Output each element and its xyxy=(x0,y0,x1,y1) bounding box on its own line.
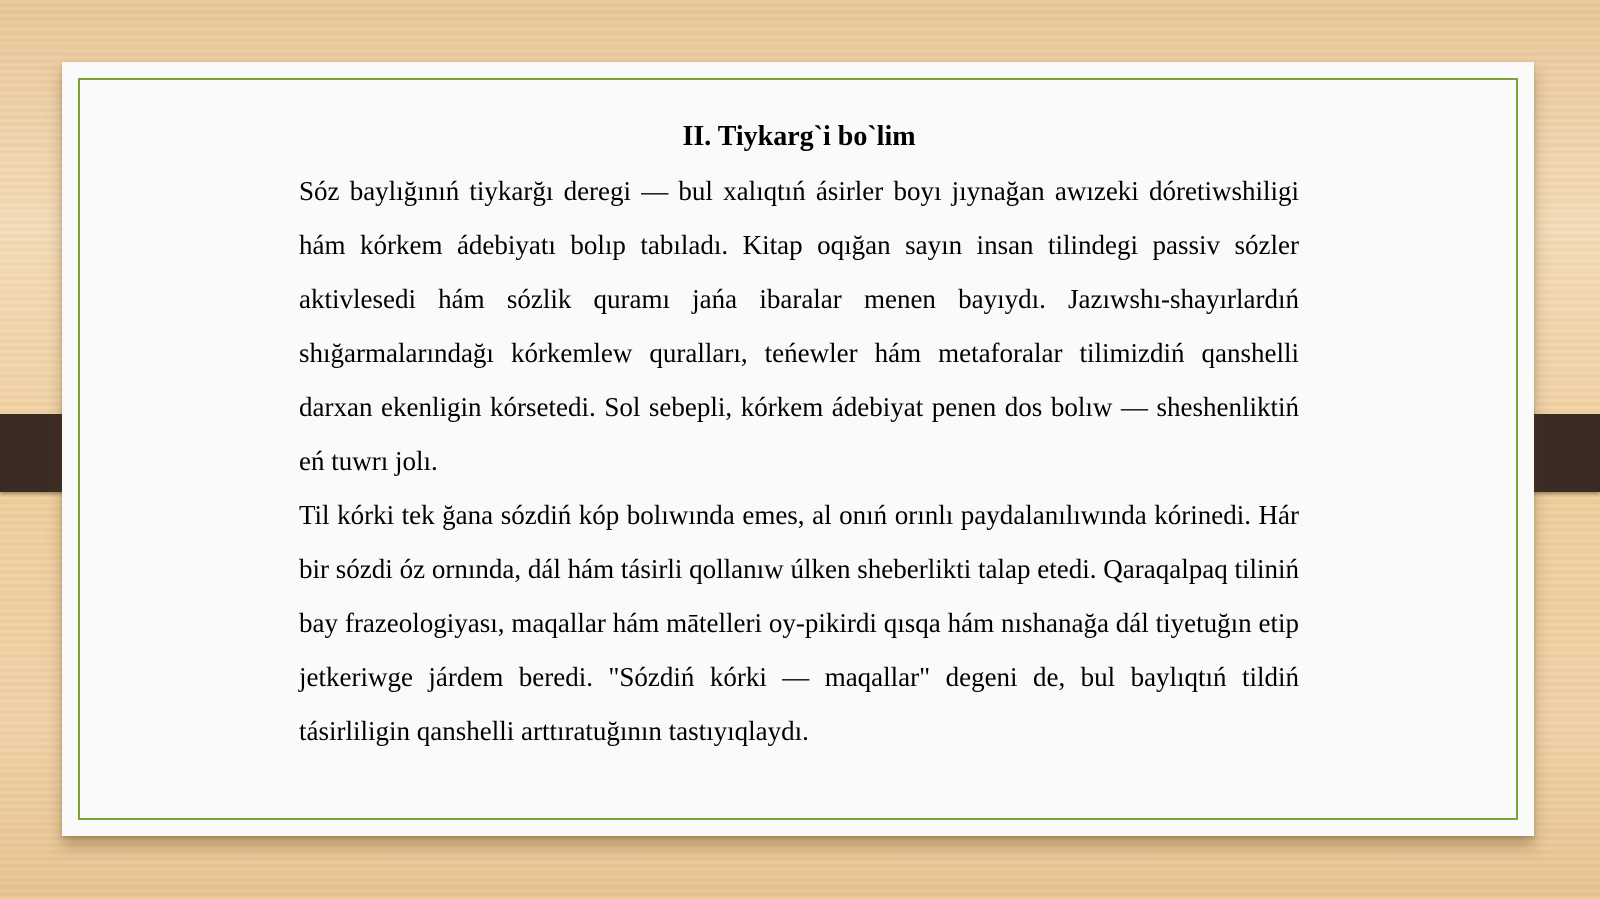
slide-title: II. Tiykarg`i bo`lim xyxy=(682,121,916,152)
paragraph-2: Til kórki tek ğana sózdiń kóp bolıwında emes, al onıń orınlı paydalanılıwında kórinedi. Hár bir sózdi óz ornında, dál hám tásirli qollanıw úlken sheberlikti talap etedi. Qaraqalpaq tiliniń bay frazeologiyası, maqallar hám mātelleri oy-pikirdi qısqa hám nıshanağa dál tiyetuğın etip jetkeriwge járdem beredi. "Sózdiń kórki — maqallar" degeni de, bul baylıqtıń tildiń tásirliligin qanshelli arttıratuğının tastıyıqlaydı. xyxy=(299,500,1299,746)
paragraph-1: Sóz baylığınıń tiykarğı deregi — bul xalıqtıń ásirler boyı jıynağan awızeki dóretiwshiligi hám kórkem ádebiyatı bolıp tabıladı. Kitap oqığan sayın insan tilindegi passiv sózler aktivlesedi hám sózlik quramı jańa ibaralar menen bayıydı. Jazıwshı-shayırlardıń shığarmalarındağı kórkemlew quralları, teńewler hám metaforalar tilimizdiń qanshelli darxan ekenligin kórsetedi. Sol sebepli, kórkem ádebiyat penen dos bolıw — sheshenliktiń eń tuwrı jolı. xyxy=(299,176,1299,476)
slide-content xyxy=(299,110,1299,758)
